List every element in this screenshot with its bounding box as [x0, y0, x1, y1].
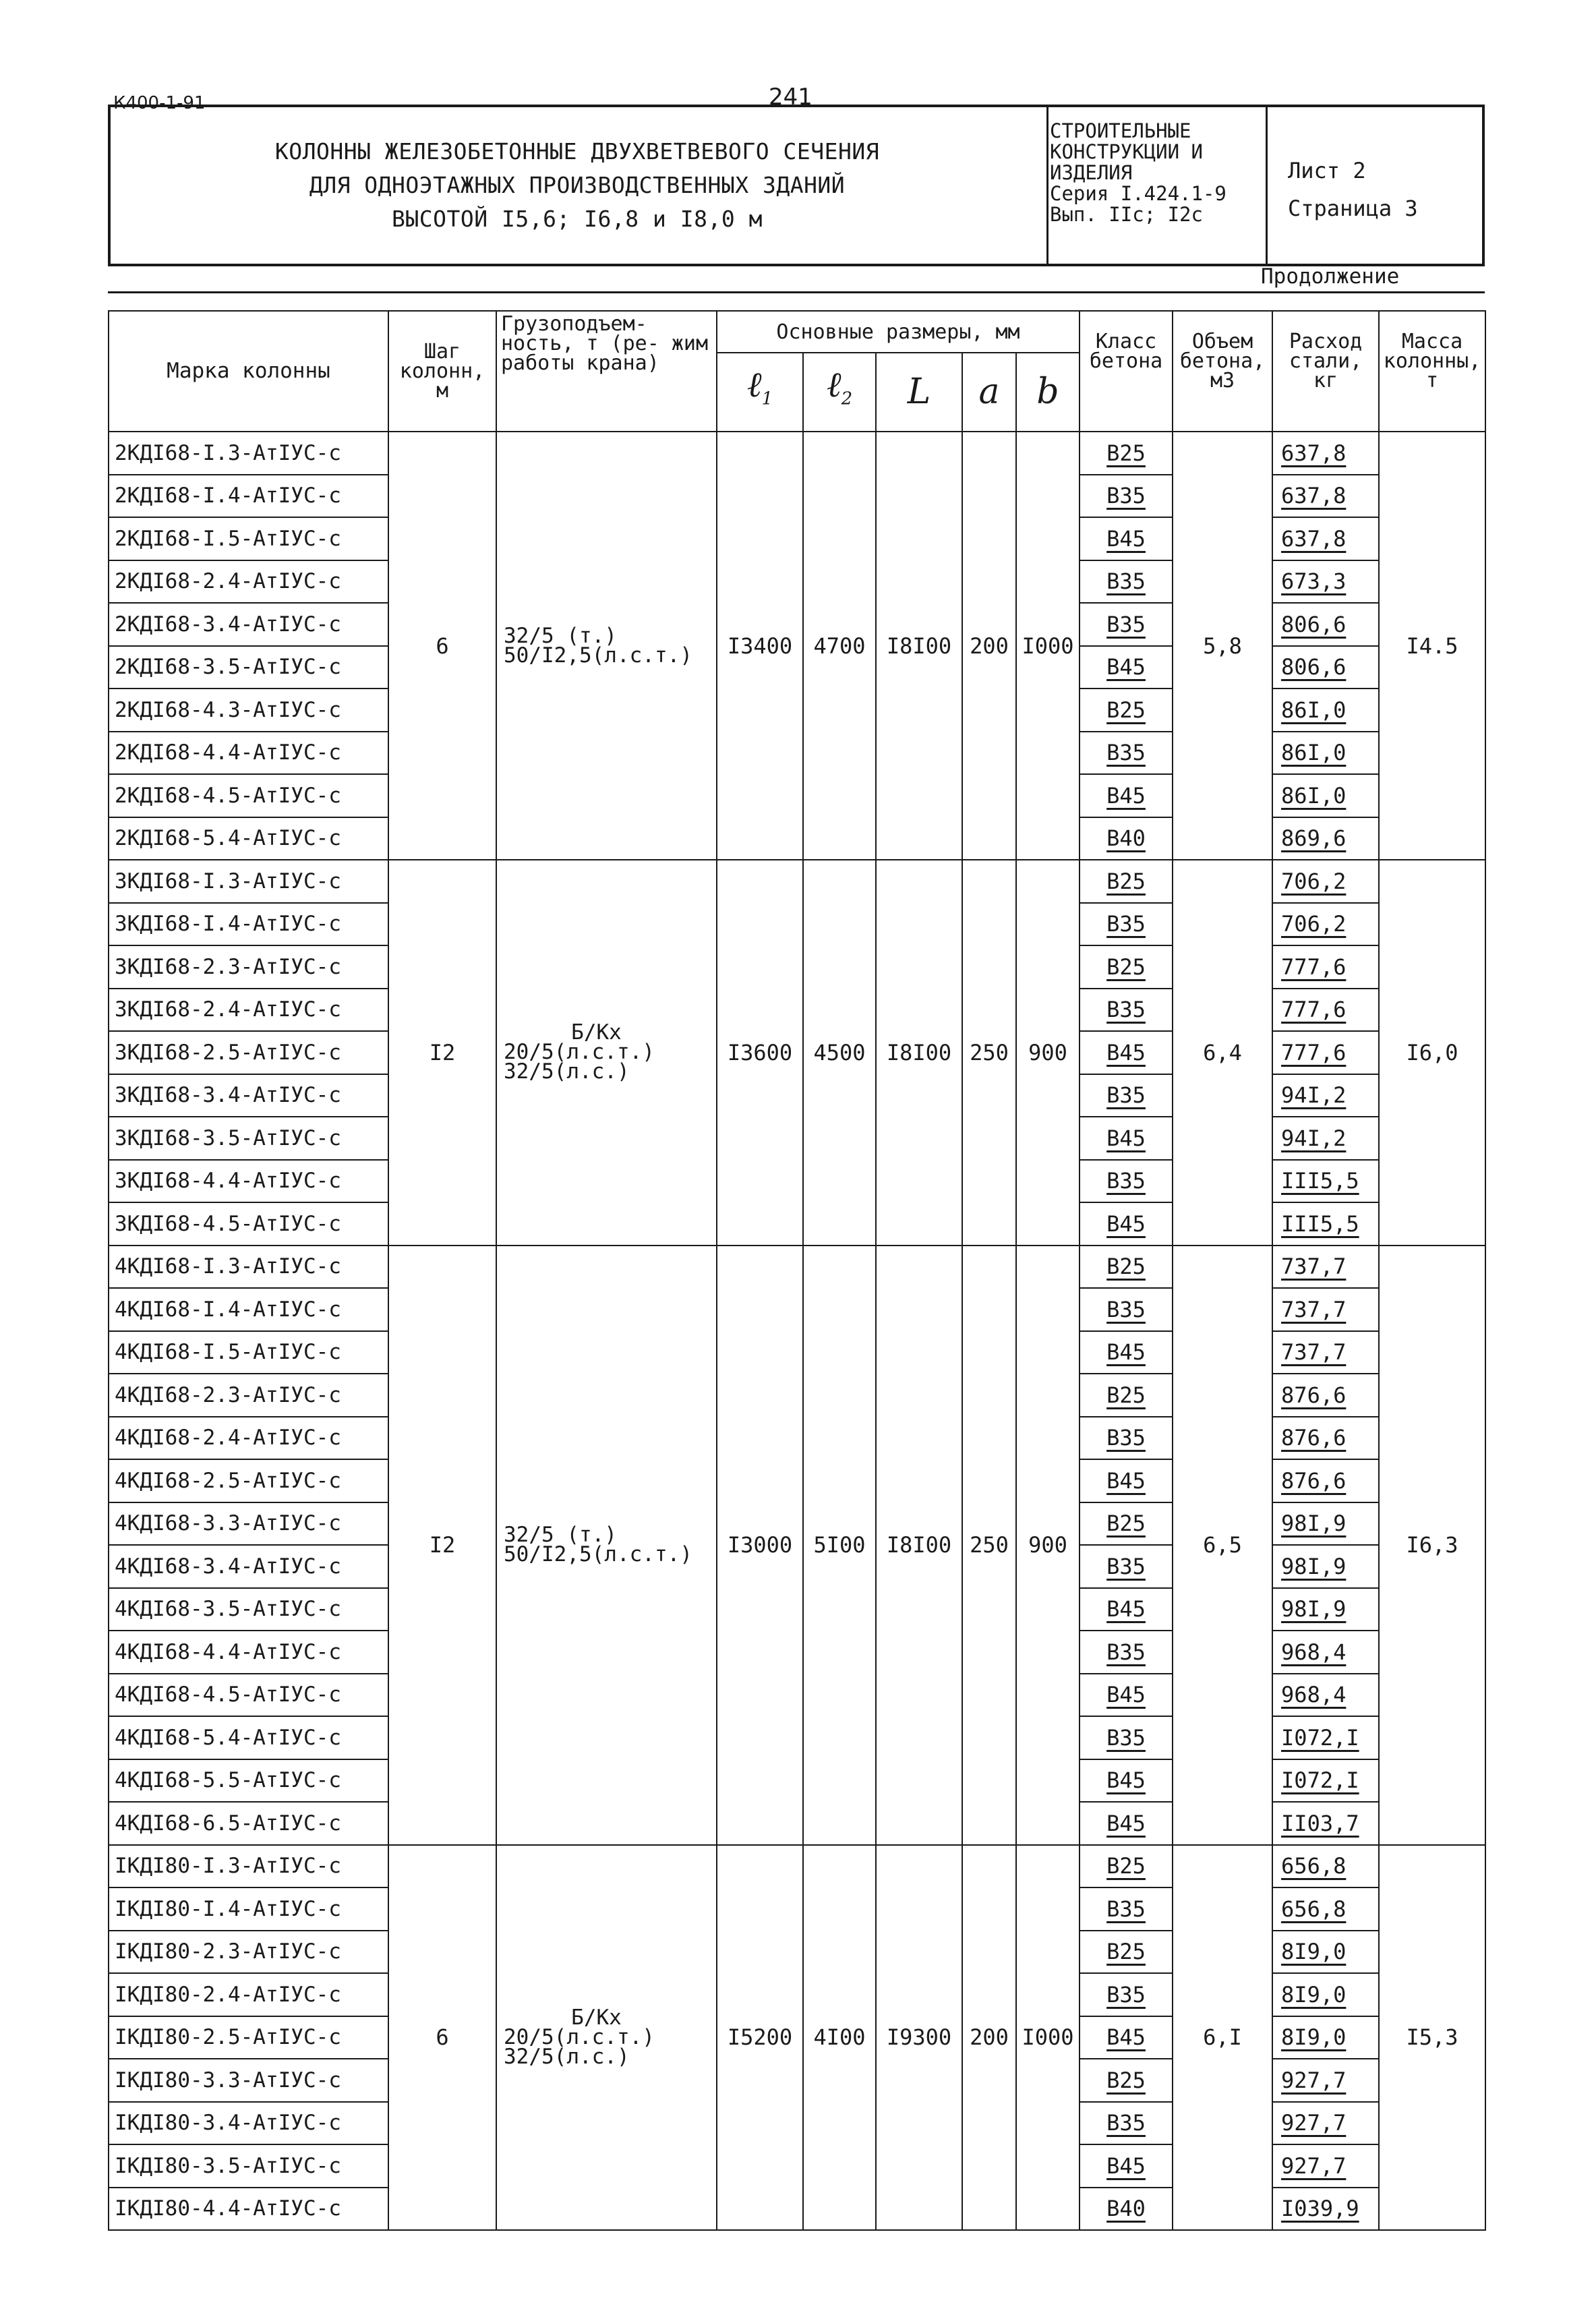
concrete-class: B45 — [1080, 1031, 1173, 1074]
column-mark: IКДI80-3.3-АтIУС-с — [109, 2059, 388, 2102]
steel-consumption: 8I9,0 — [1272, 2016, 1379, 2059]
column-mass: I6,3 — [1379, 1246, 1485, 1845]
crane-capacity — [496, 1246, 717, 1845]
series-line: СТРОИТЕЛЬНЫЕ — [1050, 119, 1191, 142]
table-row — [109, 860, 1485, 903]
column-mark: 3КДI68-4.4-АтIУС-с — [109, 1160, 388, 1203]
column-mark: 2КДI68-4.5-АтIУС-с — [109, 774, 388, 817]
steel-consumption: 86I,0 — [1272, 732, 1379, 775]
column-mark: 4КДI68-5.4-АтIУС-с — [109, 1716, 388, 1759]
concrete-class: B35 — [1080, 1160, 1173, 1203]
header-step: Шаг колонн, м — [388, 311, 496, 432]
dim-symbol: ℓ — [826, 364, 841, 405]
concrete-class: B35 — [1080, 732, 1173, 775]
steel-consumption: 8I9,0 — [1272, 1931, 1379, 1974]
crane-capacity — [496, 432, 717, 860]
dim-a-symbol: a — [962, 353, 1016, 432]
steel-consumption: 737,7 — [1272, 1246, 1379, 1289]
steel-consumption: 86I,0 — [1272, 689, 1379, 732]
crane-capacity — [496, 1845, 717, 2231]
dim-length: I8I00 — [876, 432, 962, 860]
column-mass: I5,3 — [1379, 1845, 1485, 2231]
concrete-class: B35 — [1080, 903, 1173, 946]
steel-consumption: 968,4 — [1272, 1674, 1379, 1717]
steel-consumption: III5,5 — [1272, 1202, 1379, 1246]
concrete-class: B25 — [1080, 860, 1173, 903]
header-concrete-class: Класс бетона — [1080, 311, 1173, 432]
capacity-line: 32/5(л.с.) — [504, 2044, 630, 2069]
concrete-class: B45 — [1080, 1759, 1173, 1803]
header-steel: Расход стали, кг — [1272, 311, 1379, 432]
column-mark: 2КДI68-I.3-АтIУС-с — [109, 432, 388, 475]
steel-consumption: 706,2 — [1272, 903, 1379, 946]
steel-consumption: 637,8 — [1272, 517, 1379, 560]
capacity-line: 50/I2,5(л.с.т.) — [504, 1542, 692, 1567]
series-line: Серия I.424.1-9 — [1050, 182, 1226, 205]
column-mark: 4КДI68-2.5-АтIУС-с — [109, 1459, 388, 1502]
steel-consumption: 673,3 — [1272, 560, 1379, 604]
steel-consumption: II03,7 — [1272, 1802, 1379, 1845]
dim-subscript: 1 — [761, 388, 773, 409]
steel-consumption: 968,4 — [1272, 1631, 1379, 1674]
concrete-class: B25 — [1080, 1845, 1173, 1888]
concrete-class: B45 — [1080, 517, 1173, 560]
concrete-class: B25 — [1080, 1931, 1173, 1974]
steel-consumption: 94I,2 — [1272, 1117, 1379, 1160]
column-mark: 3КДI68-2.4-АтIУС-с — [109, 989, 388, 1032]
concrete-class: B45 — [1080, 2016, 1173, 2059]
steel-consumption: 777,6 — [1272, 989, 1379, 1032]
steel-consumption: 94I,2 — [1272, 1074, 1379, 1117]
column-mark: 4КДI68-I.3-АтIУС-с — [109, 1246, 388, 1289]
concrete-class: B45 — [1080, 1802, 1173, 1845]
dim-l2-symbol — [803, 353, 876, 432]
capacity-line: 50/I2,5(л.с.т.) — [504, 643, 692, 668]
dim-a: 250 — [962, 1246, 1016, 1845]
steel-consumption: III5,5 — [1272, 1160, 1379, 1203]
dim-l1-symbol — [717, 353, 803, 432]
column-mark: 4КДI68-I.5-АтIУС-с — [109, 1331, 388, 1374]
steel-consumption: 86I,0 — [1272, 774, 1379, 817]
concrete-class: B45 — [1080, 1331, 1173, 1374]
steel-consumption: 876,6 — [1272, 1459, 1379, 1502]
series-info — [1048, 105, 1268, 266]
concrete-class: B35 — [1080, 560, 1173, 604]
sheet-page: Страница 3 — [1288, 196, 1418, 221]
concrete-class: B45 — [1080, 1588, 1173, 1631]
steel-consumption: 98I,9 — [1272, 1545, 1379, 1588]
crane-capacity — [496, 860, 717, 1246]
title-line: ДЛЯ ОДНОЭТАЖНЫХ ПРОИЗВОДСТВЕННЫХ ЗДАНИЙ — [309, 172, 846, 198]
dim-l1: I5200 — [717, 1845, 803, 2231]
column-mark: 2КДI68-I.4-АтIУС-с — [109, 475, 388, 518]
concrete-class: B45 — [1080, 1459, 1173, 1502]
column-mark: 3КДI68-I.4-АтIУС-с — [109, 903, 388, 946]
concrete-class: B35 — [1080, 1973, 1173, 2016]
concrete-class: B25 — [1080, 1246, 1173, 1289]
steel-consumption: 656,8 — [1272, 1845, 1379, 1888]
capacity-line: 32/5 (т.) — [504, 623, 617, 648]
concrete-class: B35 — [1080, 475, 1173, 518]
steel-consumption: 777,6 — [1272, 1031, 1379, 1074]
concrete-class: B35 — [1080, 1716, 1173, 1759]
concrete-class: B25 — [1080, 689, 1173, 732]
column-mark: 2КДI68-4.3-АтIУС-с — [109, 689, 388, 732]
table-row — [109, 1845, 1485, 1888]
concrete-class: B25 — [1080, 2059, 1173, 2102]
steel-consumption: 637,8 — [1272, 432, 1379, 475]
table-row — [109, 1246, 1485, 1289]
column-step: I2 — [388, 1246, 496, 1845]
concrete-class: B45 — [1080, 2144, 1173, 2188]
sheet-info — [1268, 105, 1485, 266]
continuation-label: Продолжение — [1261, 264, 1400, 289]
concrete-class: B45 — [1080, 774, 1173, 817]
concrete-class: B35 — [1080, 989, 1173, 1032]
concrete-class: B45 — [1080, 1674, 1173, 1717]
column-mark: IКДI80-2.4-АтIУС-с — [109, 1973, 388, 2016]
concrete-class: B40 — [1080, 817, 1173, 860]
column-mark: 3КДI68-I.3-АтIУС-с — [109, 860, 388, 903]
capacity-line: 32/5 (т.) — [504, 1523, 617, 1547]
concrete-class: B45 — [1080, 1117, 1173, 1160]
steel-consumption: 806,6 — [1272, 646, 1379, 689]
column-mark: IКДI80-2.3-АтIУС-с — [109, 1931, 388, 1974]
steel-consumption: 98I,9 — [1272, 1588, 1379, 1631]
concrete-class: B25 — [1080, 1374, 1173, 1417]
steel-consumption: 98I,9 — [1272, 1502, 1379, 1546]
column-mark: 4КДI68-4.5-АтIУС-с — [109, 1674, 388, 1717]
column-mark: 2КДI68-2.4-АтIУС-с — [109, 560, 388, 604]
concrete-class: B45 — [1080, 646, 1173, 689]
steel-consumption: 777,6 — [1272, 945, 1379, 989]
column-mark: 4КДI68-6.5-АтIУС-с — [109, 1802, 388, 1845]
capacity-line: 20/5(л.с.т.) — [504, 1040, 655, 1065]
column-mark: IКДI80-3.4-АтIУС-с — [109, 2102, 388, 2145]
steel-consumption: 806,6 — [1272, 603, 1379, 646]
concrete-class: B35 — [1080, 603, 1173, 646]
steel-consumption: I072,I — [1272, 1716, 1379, 1759]
capacity-line: 20/5(л.с.т.) — [504, 2024, 655, 2049]
column-mark: 2КДI68-I.5-АтIУС-с — [109, 517, 388, 560]
column-mark: IКДI80-3.5-АтIУС-с — [109, 2144, 388, 2188]
dim-l2: 4700 — [803, 432, 876, 860]
dim-l2: 4I00 — [803, 1845, 876, 2231]
concrete-class: B25 — [1080, 432, 1173, 475]
steel-consumption: 656,8 — [1272, 1887, 1379, 1931]
dim-b: 900 — [1016, 1246, 1080, 1845]
concrete-volume: 6,5 — [1173, 1246, 1272, 1845]
steel-consumption: 927,7 — [1272, 2102, 1379, 2145]
column-step: I2 — [388, 860, 496, 1246]
steel-consumption: 637,8 — [1272, 475, 1379, 518]
column-mass: I4.5 — [1379, 432, 1485, 860]
dim-a: 200 — [962, 432, 1016, 860]
concrete-class: B40 — [1080, 2188, 1173, 2231]
column-mark: IКДI80-I.3-АтIУС-с — [109, 1845, 388, 1888]
dim-l1: I3000 — [717, 1246, 803, 1845]
column-mark: 2КДI68-5.4-АтIУС-с — [109, 817, 388, 860]
column-mark: 4КДI68-2.4-АтIУС-с — [109, 1417, 388, 1460]
concrete-class: B35 — [1080, 1631, 1173, 1674]
concrete-volume: 5,8 — [1173, 432, 1272, 860]
column-mass: I6,0 — [1379, 860, 1485, 1246]
concrete-class: B35 — [1080, 1417, 1173, 1460]
steel-consumption: 8I9,0 — [1272, 1973, 1379, 2016]
column-mark: 4КДI68-5.5-АтIУС-с — [109, 1759, 388, 1803]
steel-consumption: I072,I — [1272, 1759, 1379, 1803]
column-mark: 3КДI68-2.5-АтIУС-с — [109, 1031, 388, 1074]
column-mark: 3КДI68-3.4-АтIУС-с — [109, 1074, 388, 1117]
concrete-class: B35 — [1080, 1288, 1173, 1331]
header-mass: Масса колонны, т — [1379, 311, 1485, 432]
dim-a: 250 — [962, 860, 1016, 1246]
dim-length: I8I00 — [876, 1246, 962, 1845]
header-mark: Марка колонны — [109, 311, 388, 432]
steel-consumption: 876,6 — [1272, 1374, 1379, 1417]
concrete-class: B35 — [1080, 1074, 1173, 1117]
dim-l1: I3600 — [717, 860, 803, 1246]
column-mark: IКДI80-2.5-АтIУС-с — [109, 2016, 388, 2059]
header-concrete-volume: Объем бетона, м3 — [1173, 311, 1272, 432]
column-mark: 2КДI68-3.4-АтIУС-с — [109, 603, 388, 646]
series-line: Вып. IIс; I2с — [1050, 203, 1203, 226]
column-mark: 3КДI68-2.3-АтIУС-с — [109, 945, 388, 989]
header-capacity: Грузоподъем- ность, т (ре- жим работы крана) — [496, 311, 717, 432]
steel-consumption: 706,2 — [1272, 860, 1379, 903]
dim-length-symbol: L — [876, 353, 962, 432]
dim-length: I9300 — [876, 1845, 962, 2231]
title-line: ВЫСОТОЙ I5,6; I6,8 и I8,0 м — [392, 206, 763, 232]
concrete-class: B25 — [1080, 1502, 1173, 1546]
capacity-line: 32/5(л.с.) — [504, 1059, 630, 1084]
concrete-class: B35 — [1080, 2102, 1173, 2145]
dim-b: 900 — [1016, 860, 1080, 1246]
series-line: ИЗДЕЛИЯ — [1050, 161, 1133, 184]
concrete-class: B25 — [1080, 945, 1173, 989]
header-dimensions: Основные размеры, мм — [717, 311, 1080, 353]
column-mark: 4КДI68-3.3-АтIУС-с — [109, 1502, 388, 1546]
column-mark: 4КДI68-3.5-АтIУС-с — [109, 1588, 388, 1631]
steel-consumption: 927,7 — [1272, 2059, 1379, 2102]
concrete-class: B35 — [1080, 1545, 1173, 1588]
concrete-volume: 6,4 — [1173, 860, 1272, 1246]
divider — [108, 291, 1485, 293]
steel-consumption: 876,6 — [1272, 1417, 1379, 1460]
capacity-line: Б/Кх — [571, 1020, 622, 1045]
table-body — [109, 432, 1485, 2230]
dim-l1: I3400 — [717, 432, 803, 860]
column-mark: 2КДI68-3.5-АтIУС-с — [109, 646, 388, 689]
concrete-class: B45 — [1080, 1202, 1173, 1246]
dim-b: I000 — [1016, 432, 1080, 860]
sheet-number: Лист 2 — [1288, 158, 1366, 183]
columns-spec-table — [108, 310, 1486, 2231]
column-mark: 4КДI68-3.4-АтIУС-с — [109, 1545, 388, 1588]
dim-a: 200 — [962, 1845, 1016, 2231]
dim-subscript: 2 — [841, 388, 853, 409]
column-mark: 4КДI68-I.4-АтIУС-с — [109, 1288, 388, 1331]
dim-l2: 5I00 — [803, 1246, 876, 1845]
steel-consumption: 927,7 — [1272, 2144, 1379, 2188]
series-line: КОНСТРУКЦИИ И — [1050, 140, 1203, 163]
steel-consumption: I039,9 — [1272, 2188, 1379, 2231]
capacity-line: Б/Кх — [571, 2005, 622, 2030]
dim-symbol: ℓ — [746, 364, 762, 405]
column-mark: 3КДI68-4.5-АтIУС-с — [109, 1202, 388, 1246]
column-mark: 4КДI68-2.3-АтIУС-с — [109, 1374, 388, 1417]
steel-consumption: 869,6 — [1272, 817, 1379, 860]
column-mark: 3КДI68-3.5-АтIУС-с — [109, 1117, 388, 1160]
concrete-class: B35 — [1080, 1887, 1173, 1931]
dim-b-symbol: b — [1016, 353, 1080, 432]
document-code: К400-1-91 — [113, 93, 206, 113]
column-mark: 2КДI68-4.4-АтIУС-с — [109, 732, 388, 775]
column-step: 6 — [388, 1845, 496, 2231]
steel-consumption: 737,7 — [1272, 1288, 1379, 1331]
page-number: 241 — [769, 84, 812, 111]
column-mark: IКДI80-I.4-АтIУС-с — [109, 1887, 388, 1931]
steel-consumption: 737,7 — [1272, 1331, 1379, 1374]
concrete-volume: 6,I — [1173, 1845, 1272, 2231]
table-row — [109, 432, 1485, 475]
dim-b: I000 — [1016, 1845, 1080, 2231]
column-step: 6 — [388, 432, 496, 860]
document-title — [108, 105, 1048, 266]
column-mark: 4КДI68-4.4-АтIУС-с — [109, 1631, 388, 1674]
title-line: КОЛОННЫ ЖЕЛЕЗОБЕТОННЫЕ ДВУХВЕТВЕВОГО СЕЧЕНИЯ — [274, 138, 880, 165]
dim-l2: 4500 — [803, 860, 876, 1246]
dim-length: I8I00 — [876, 860, 962, 1246]
column-mark: IКДI80-4.4-АтIУС-с — [109, 2188, 388, 2231]
